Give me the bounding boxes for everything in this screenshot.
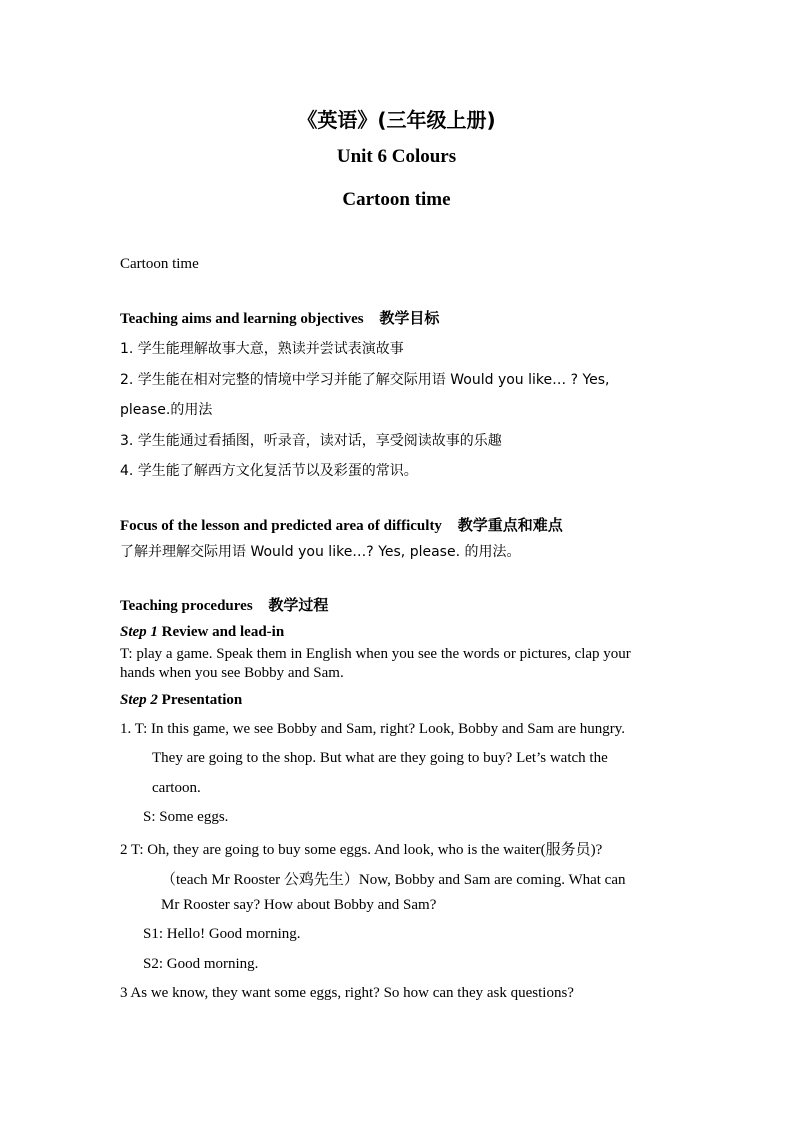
focus-text: 了解并理解交际用语 Would you like…? Yes, please. 的用法。: [120, 544, 521, 560]
aim-item-2: 2. 学生能在相对完整的情境中学习并能了解交际用语 Would you like… ? Yes,: [120, 372, 610, 388]
procedures-heading: [120, 594, 328, 615]
presentation-line-3: cartoon.: [152, 780, 201, 796]
presentation-line-9: S2: Good morning.: [143, 956, 259, 972]
step1-label: Step 1: [120, 624, 158, 640]
intro-text: Cartoon time: [120, 256, 199, 272]
step1-title: Review and lead-in: [157, 624, 285, 640]
procedures-heading-cn: 教学过程: [268, 596, 329, 614]
aims-heading-en: Teaching aims and learning objectives: [120, 311, 364, 327]
step1-heading: [120, 624, 284, 641]
focus-heading-en: Focus of the lesson and predicted area of difficulty: [120, 518, 442, 534]
step2-heading: [120, 692, 242, 709]
aims-heading-cn: 教学目标: [379, 309, 440, 327]
step2-label: Step 2: [120, 692, 158, 708]
focus-heading-cn: 教学重点和难点: [457, 516, 563, 534]
step1-line-1: T: play a game. Speak them in English when you see the words or pictures, clap your: [120, 646, 631, 662]
lesson-title: Cartoon time: [342, 189, 451, 210]
presentation-line-10: 3 As we know, they want some eggs, right? So how can they ask questions?: [120, 985, 574, 1001]
presentation-line-7: Mr Rooster say? How about Bobby and Sam?: [161, 897, 437, 913]
presentation-line-8: S1: Hello! Good morning.: [143, 926, 301, 942]
unit-title: Unit 6 Colours: [336, 146, 457, 167]
step1-line-2: hands when you see Bobby and Sam.: [120, 665, 344, 681]
presentation-line-1: 1. T: In this game, we see Bobby and Sam, right? Look, Bobby and Sam are hungry.: [120, 721, 625, 737]
aim-item-3: 3. 学生能通过看插图，听录音，读对话，享受阅读故事的乐趣: [120, 433, 502, 449]
focus-heading: [120, 514, 563, 535]
aims-heading: [120, 307, 439, 328]
step2-title: Presentation: [157, 692, 243, 708]
presentation-line-4: S: Some eggs.: [143, 809, 229, 825]
procedures-heading-en: Teaching procedures: [120, 598, 253, 614]
presentation-line-2: They are going to the shop. But what are they going to buy? Let’s watch the: [152, 750, 608, 766]
book-title: 《英语》(三年级上册): [297, 108, 496, 132]
aim-item-4: 4. 学生能了解西方文化复活节以及彩蛋的常识。: [120, 463, 418, 479]
aim-item-2-cont: please.的用法: [120, 402, 213, 418]
aim-item-1: 1. 学生能理解故事大意，熟读并尝试表演故事: [120, 341, 404, 357]
presentation-line-5: 2 T: Oh, they are going to buy some eggs. And look, who is the waiter(服务员)?: [120, 842, 603, 858]
presentation-line-6: （teach Mr Rooster 公鸡先生）Now, Bobby and Sam are coming. What can: [161, 872, 626, 888]
